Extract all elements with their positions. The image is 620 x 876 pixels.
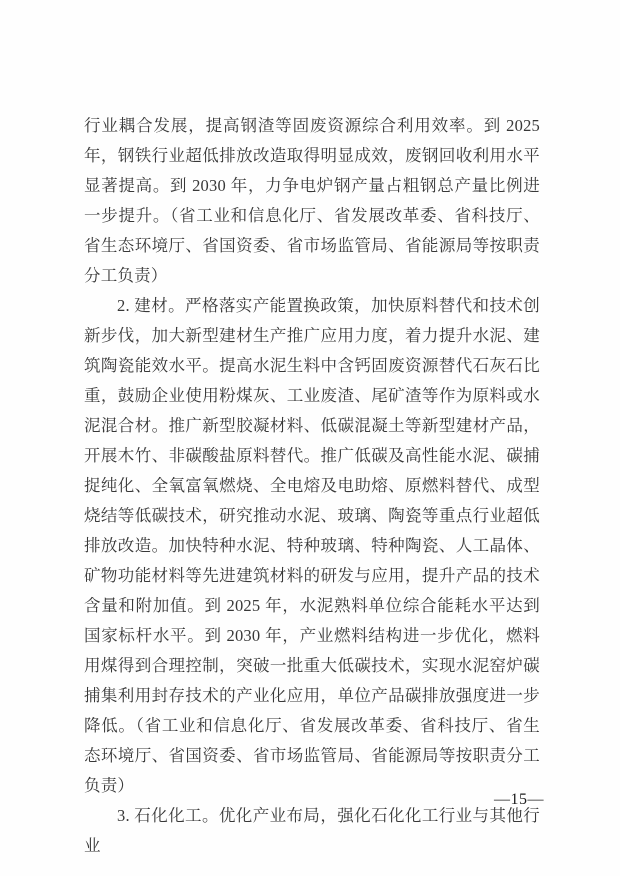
paragraph-steel-section-continuation: 行业耦合发展，提高钢渣等固废资源综合利用效率。到 2025 年，钢铁行业超低排放改造取得明显成效，废钢回收利用水平显著提高。到 2030 年，力争电炉钢产量占粗钢总产量比例进一步提升。（省工业和信息化厅、省发展改革委、省科技厅、省生态环境厅、省国资委、省市场监管局、省能源局等按职责分工负责） [84, 116, 540, 285]
document-body [84, 111, 540, 861]
paragraph-petrochemical-intro: 3. 石化化工。优化产业布局，强化石化化工行业与其他行业 [84, 806, 540, 855]
page-number: —15— [494, 791, 544, 808]
paragraph-building-materials: 2. 建材。严格落实产能置换政策，加快原料替代和技术创新步伐，加大新型建材生产推广应用力度，着力提升水泥、建筑陶瓷能效水平。提高水泥生料中含钙固废资源替代石灰石比重，鼓励企业使用粉煤灰、工业废渣、尾矿渣等作为原料或水泥混合材。推广新型胶凝材料、低碳混凝土等新型建材产品，开展木竹、非碳酸盐原料替代。推广低碳及高性能水泥、碳捕捉纯化、全氧富氧燃烧、全电熔及电助熔、原燃料替代、成型烧结等低碳技术，研究推动水泥、玻璃、陶瓷等重点行业超低排放改造。加快特种水泥、特种玻璃、特种陶瓷、人工晶体、矿物功能材料等先进建筑材料的研发与应用，提升产品的技术含量和附加值。到 2025 年，水泥熟料单位综合能耗水平达到国家标杆水平。到 2030 年，产业燃料结构进一步优化，燃料用煤得到合理控制，突破一批重大低碳技术，实现水泥窑炉碳捕集利用封存技术的产业化应用，单位产品碳排放强度进一步降低。（省工业和信息化厅、省发展改革委、省科技厅、省生态环境厅、省国资委、省市场监管局、省能源局等按职责分工负责） [84, 296, 540, 795]
